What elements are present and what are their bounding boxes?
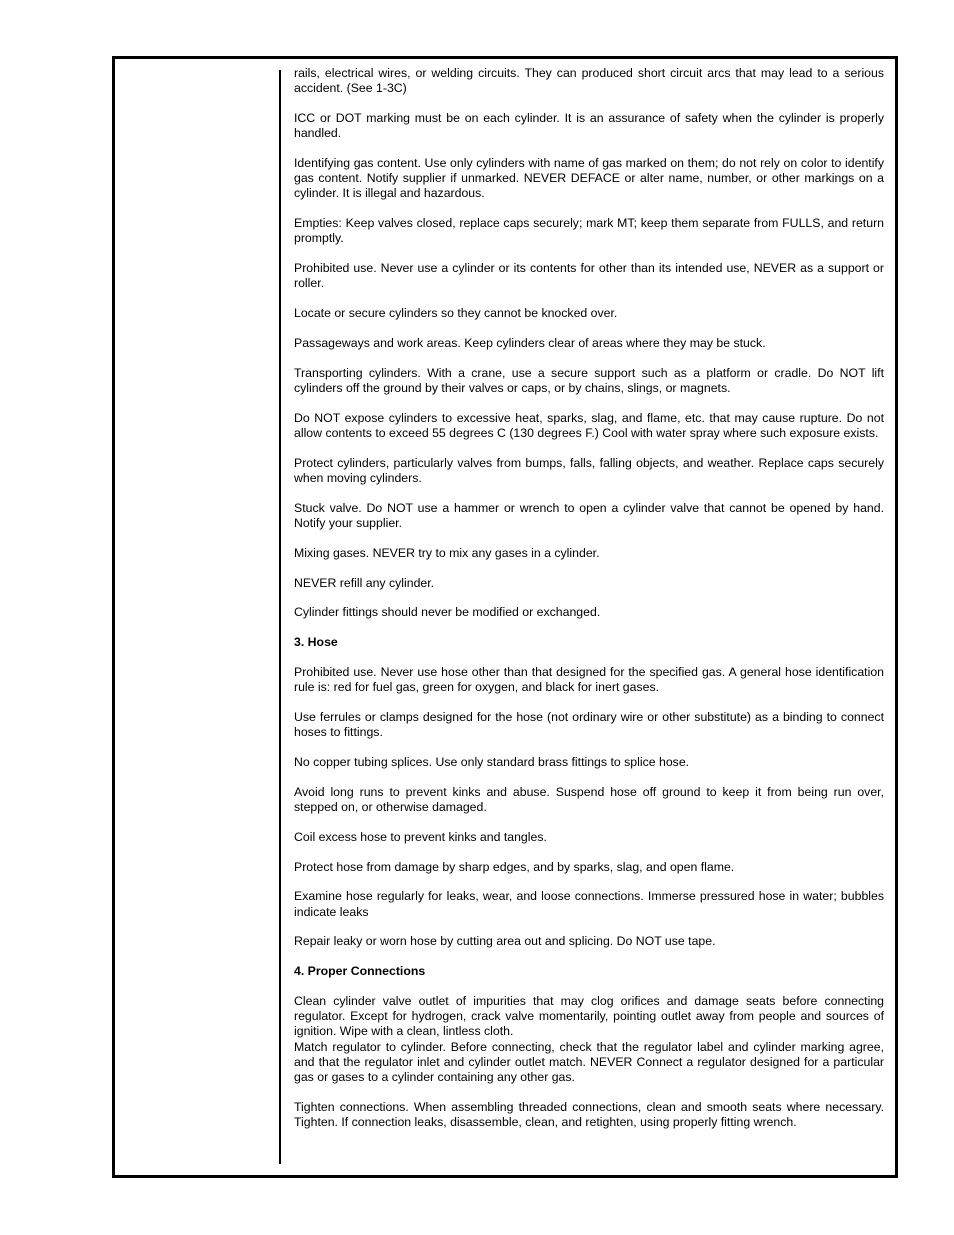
document-body (294, 66, 884, 1145)
paragraph: Tighten connections. When assembling threaded connections, clean and smooth seats where necessary. Tighten. If connection leaks, disassemble, clean, and retighten, using properly fitting wrench. (294, 1099, 884, 1129)
paragraph: Stuck valve. Do NOT use a hammer or wrench to open a cylinder valve that cannot be opened by hand. Notify your supplier. (294, 500, 884, 530)
margin-rule (279, 70, 281, 1164)
paragraph: Passageways and work areas. Keep cylinders clear of areas where they may be stuck. (294, 336, 766, 350)
paragraph: Use ferrules or clamps designed for the hose (not ordinary wire or other substitute) as a binding to connect hoses to fittings. (294, 709, 884, 740)
paragraph: Avoid long runs to prevent kinks and abuse. Suspend hose off ground to keep it from being run over, stepped on, or otherwise damaged. (294, 784, 884, 814)
paragraph: Locate or secure cylinders so they cannot be knocked over. (294, 306, 618, 321)
paragraph: NEVER refill any cylinder. (294, 575, 435, 590)
paragraph: Transporting cylinders. With a crane, use a secure support such as a platform or cradle. Do NOT lift cylinders off the ground by their valves or caps, or by chains, slings, or magnets. (294, 365, 884, 395)
paragraph: rails, electrical wires, or welding circuits. They can produced short circuit arcs that may lead to a serious accident. (See 1-3C) (294, 66, 884, 96)
paragraph: Coil excess hose to prevent kinks and tangles. (294, 829, 547, 844)
paragraph: Mixing gases. NEVER try to mix any gases in a cylinder. (294, 545, 600, 560)
paragraph: Cylinder fittings should never be modified or exchanged. (294, 605, 601, 620)
paragraph: Match regulator to cylinder. Before connecting, check that the regulator label and cylinder marking agree, and that the regulator inlet and cylinder outlet match. NEVER Connect a regulator designed for a particular gas or gases to a cylinder containing any other gas. (294, 1039, 884, 1084)
section-heading-connections: 4. Proper Connections (294, 964, 426, 979)
paragraph: Prohibited use. Never use hose other than that designed for the specified gas. A general hose identification rule is: red for fuel gas, green for oxygen, and black for inert gases. (294, 664, 884, 695)
paragraph: Clean cylinder valve outlet of impurities that may clog orifices and damage seats before connecting regulator. Except for hydrogen, crack valve momentarily, pointing outlet away from people and sources of ignition. Wipe with a clean, lintless cloth. (294, 993, 884, 1039)
paragraph: Identifying gas content. Use only cylinders with name of gas marked on them; do not rely on color to identify gas content. Notify supplier if unmarked. NEVER DEFACE or alter name, number, or other markings on a cylinder. It is illegal and hazardous. (294, 156, 884, 201)
paragraph: No copper tubing splices. Use only standard brass fittings to splice hose. (294, 754, 690, 769)
paragraph: Protect cylinders, particularly valves from bumps, falls, falling objects, and weather. Replace caps securely when moving cylinders. (294, 455, 884, 485)
paragraph: Do NOT expose cylinders to excessive heat, sparks, slag, and flame, etc. that may cause rupture. Do not allow contents to exceed 55 degrees C (130 degrees F.) Cool with water spray where such exposure exists. (294, 410, 884, 440)
paragraph: Prohibited use. Never use a cylinder or its contents for other than its intended use, NEVER as a support or roller. (294, 261, 884, 291)
paragraph: Protect hose from damage by sharp edges, and by sparks, slag, and open flame. (294, 859, 735, 874)
paragraph: Examine hose regularly for leaks, wear, and loose connections. Immerse pressured hose in water; bubbles indicate leaks (294, 889, 884, 919)
paragraph: Empties: Keep valves closed, replace caps securely; mark MT; keep them separate from FULLS, and return promptly. (294, 216, 884, 246)
section-heading-hose: 3. Hose (294, 635, 338, 650)
paragraph: Repair leaky or worn hose by cutting area out and splicing. Do NOT use tape. (294, 934, 716, 949)
paragraph: ICC or DOT marking must be on each cylinder. It is an assurance of safety when the cylinder is properly handled. (294, 111, 884, 141)
